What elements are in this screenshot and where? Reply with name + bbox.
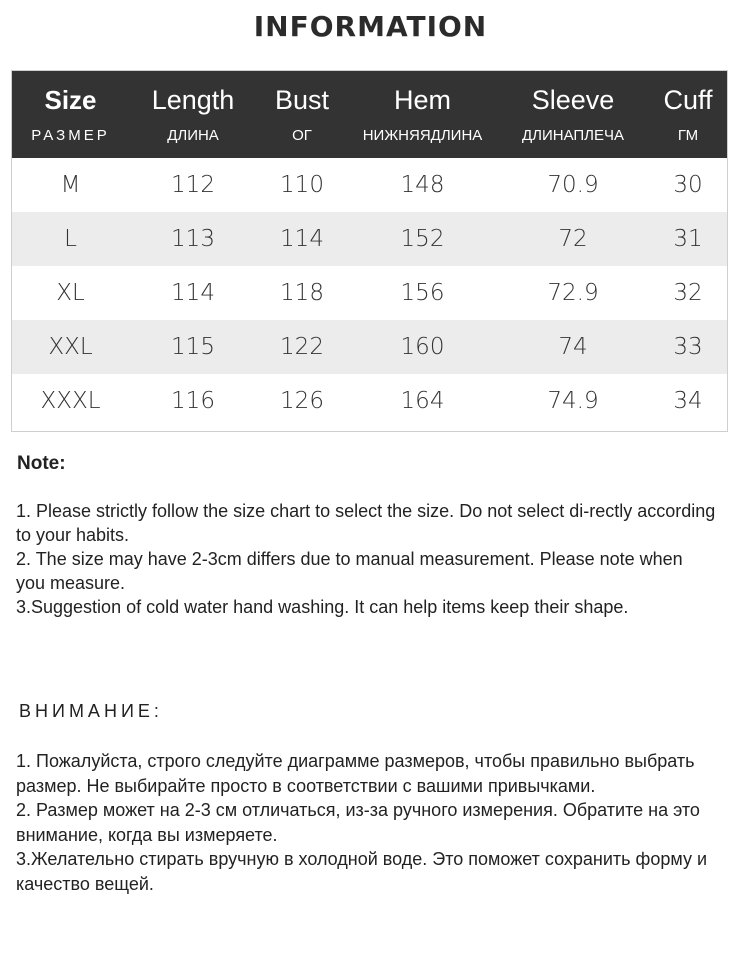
header-hem xyxy=(355,71,490,158)
header-cuff xyxy=(652,71,724,158)
note-ru-list xyxy=(16,749,726,896)
note-ru-heading: ВНИМАНИЕ: xyxy=(19,701,163,721)
cell-bust: 122 xyxy=(280,334,324,360)
table-row xyxy=(12,158,727,212)
table-row xyxy=(12,320,727,374)
cell-sleeve: 72 xyxy=(558,226,588,252)
cell-cuff: 31 xyxy=(673,226,703,252)
cell-sleeve: 70.9 xyxy=(547,172,599,198)
note-list xyxy=(16,499,716,619)
cell-cuff: 32 xyxy=(673,280,703,306)
cell-hem: 160 xyxy=(400,334,445,360)
header-length-ru: ДЛИНА xyxy=(167,127,219,144)
cell-sleeve: 74 xyxy=(558,334,588,360)
cell-length: 113 xyxy=(171,226,215,252)
cell-bust: 126 xyxy=(280,388,324,414)
note-item: 2. The size may have 2-3cm differs due to manual measurement. Please note when you measure. xyxy=(16,549,683,593)
header-bust-ru: ОГ xyxy=(292,127,312,144)
cell-bust: 118 xyxy=(280,280,324,306)
cell-size: XXXL xyxy=(40,388,101,414)
cell-cuff: 33 xyxy=(673,334,703,360)
header-cuff-ru: ГМ xyxy=(677,127,699,144)
page-title: INFORMATION xyxy=(253,10,488,43)
header-bust xyxy=(249,71,355,158)
cell-cuff: 30 xyxy=(673,172,703,198)
cell-size: L xyxy=(64,226,77,252)
note-heading: Note: xyxy=(17,453,66,474)
header-size-en: Size xyxy=(44,85,97,115)
cell-hem: 164 xyxy=(400,388,445,414)
size-table xyxy=(11,70,728,432)
cell-length: 112 xyxy=(171,172,215,198)
table-body xyxy=(12,158,727,428)
table-row xyxy=(12,266,727,320)
header-sleeve xyxy=(490,71,656,158)
cell-length: 115 xyxy=(171,334,215,360)
cell-hem: 152 xyxy=(400,226,445,252)
cell-sleeve: 74.9 xyxy=(547,388,599,414)
cell-cuff: 34 xyxy=(673,388,703,414)
header-cuff-en: Cuff xyxy=(663,85,713,115)
header-length-en: Length xyxy=(151,85,235,115)
cell-sleeve: 72.9 xyxy=(547,280,599,306)
table-row xyxy=(12,212,727,266)
header-bust-en: Bust xyxy=(274,85,330,115)
cell-hem: 156 xyxy=(400,280,445,306)
note-ru-item: 3.Желательно стирать вручную в холодной воде. Это поможет сохранить форму и качество вещей. xyxy=(16,849,708,894)
cell-bust: 114 xyxy=(280,226,324,252)
header-hem-en: Hem xyxy=(393,85,451,115)
note-item: 3.Suggestion of cold water hand washing. It can help items keep their shape. xyxy=(16,597,629,617)
cell-length: 116 xyxy=(171,388,215,414)
cell-hem: 148 xyxy=(400,172,445,198)
header-sleeve-en: Sleeve xyxy=(531,85,615,115)
header-length xyxy=(133,71,253,158)
header-hem-ru: НИЖНЯЯДЛИНА xyxy=(362,127,483,144)
note-ru-item: 2. Размер может на 2-3 см отличаться, из-за ручного измерения. Обратите на это внимание, когда вы измеряете. xyxy=(16,800,700,845)
header-sleeve-ru: ДЛИНАПЛЕЧА xyxy=(521,127,625,144)
cell-size: XL xyxy=(56,280,85,306)
header-size-ru: РАЗМЕР xyxy=(31,127,110,144)
cell-bust: 110 xyxy=(280,172,324,198)
note-ru-item: 1. Пожалуйста, строго следуйте диаграмме размеров, чтобы правильно выбрать размер. Не выбирайте просто в соответствии с вашими привычками. xyxy=(16,751,695,796)
cell-size: M xyxy=(60,172,81,198)
note-item: 1. Please strictly follow the size chart to select the size. Do not select di-rectly according to your habits. xyxy=(16,501,716,545)
table-header xyxy=(12,71,727,158)
cell-size: XXL xyxy=(48,334,93,360)
header-size xyxy=(12,71,129,158)
cell-length: 114 xyxy=(171,280,215,306)
table-row xyxy=(12,374,727,428)
